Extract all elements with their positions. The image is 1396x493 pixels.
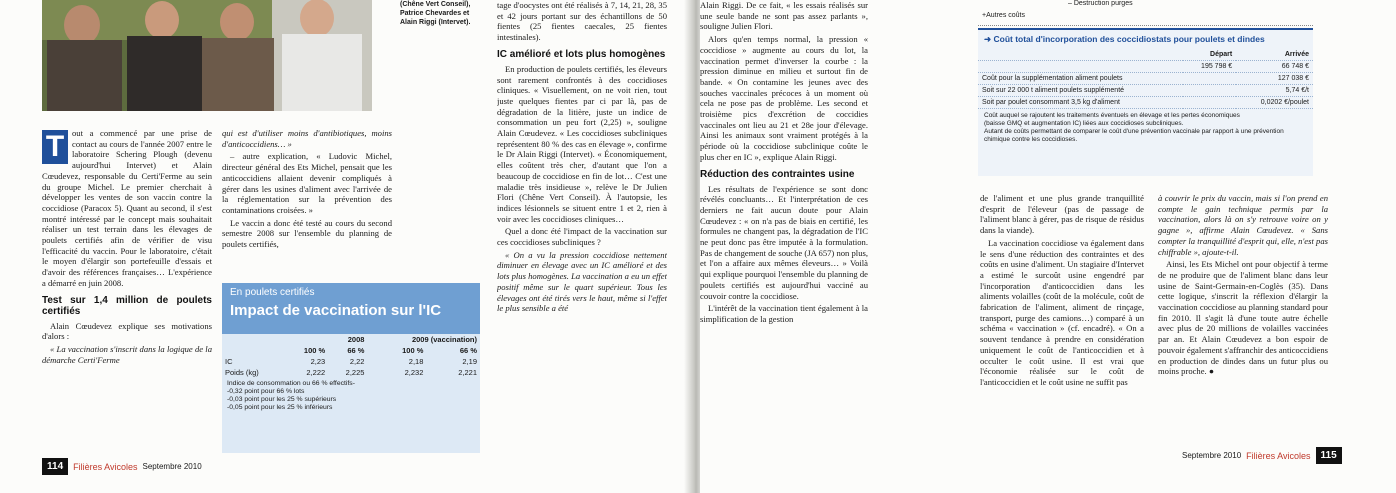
subhead-test: Test sur 1,4 million de poulets certifiés <box>42 294 212 317</box>
people-photo-illustration <box>42 0 372 111</box>
quote-antibiotics: qui est d'utiliser moins d'antibiotiques, moins d'anticoccidiens… » <box>222 128 392 149</box>
table-cell: 2,18 <box>408 357 424 366</box>
box-note: -0,03 point pour les 25 % supérieurs <box>227 396 337 403</box>
cost-first-row <box>978 61 1313 73</box>
sub-header: 100 % <box>402 346 424 355</box>
magazine-name: Filières Avicoles <box>1246 450 1311 461</box>
paragraph-explanation: – autre explication, « Ludovic Michel, directeur général des Ets Michel, pensait que les anticoccidiens allaient devenir compliqués à gérer dans les usines d'aliment avec l'arrivée de la réglementation sur la prévention des contaminations croisées. » <box>222 151 392 215</box>
ic-table <box>222 334 480 378</box>
paragraph-certified: En production de poulets certifiés, les éleveurs sont rarement confrontés à des coccidioses cliniques. « Visuellement, on ne voit rien, tout juste quelques fientes par ci par là, pas de dégradation de la litière, juste un indice de consommation un peu fort (2,25) », souligne Alain Cœudevez. « Les coccidioses subcliniques représentent 80 % des cas en élevage », confirme le Dr Alain Riggi (Intervet). « Économiquement, elles coûtent très cher, d'autant que l'on a beaucoup de coccidiose en fin de lot… C'est une maladie très insidieuse », relève le Dr Julien Flori (Chêne Vert Conseil). À l'autopsie, les indices lésionnels se situent entre 1 et 2, rien à voir avec les coccidioses cliniques… <box>497 63 667 224</box>
paragraph-impact-question: Quel a donc été l'impact de la vaccination sur ces coccidioses subcliniques ? <box>497 226 667 248</box>
page-number: 115 <box>1316 447 1342 464</box>
box-note: Indice de consommation ou 66 % effectifs- <box>227 380 355 387</box>
right-column-2 <box>980 193 1144 446</box>
box-note: -0,05 point pour les 25 % inférieurs <box>227 404 333 411</box>
box-kicker: En poulets certifiés <box>230 287 315 298</box>
cost-box <box>978 28 1313 176</box>
group-header-2008: 2008 <box>347 335 365 344</box>
box-note: -0,32 point pour 66 % lots <box>227 388 305 395</box>
cost-box-title-text: Coût total d'incorporation des coccidiostats pour poulets et dindes <box>993 34 1265 44</box>
cost-row-label: Coût pour la supplémentation aliment poulets <box>978 73 1183 85</box>
paragraph-oocysts: tage d'oocystes ont été réalisés à 7, 14, 21, 28, 35 et 42 jours portant sur des échantillons de 50 fientes (25 fientes caecales, 25 fientes intestinales). <box>497 0 667 43</box>
right-column-3 <box>1158 193 1328 446</box>
sub-header: 66 % <box>347 346 365 355</box>
table-group-header-row <box>222 334 480 345</box>
row-label: Poids (kg) <box>225 368 259 377</box>
paragraph-alain: Alain Cœudevez explique ses motivations d'alors : <box>42 320 212 342</box>
quote-pressure: « On a vu la pression coccidiose nettement diminuer en élevage avec un IC amélioré et des lots plus homogènes. La vaccination a eu un effet positif même sur le quart supérieur. Tous les élevages ont été tirés vers le haut, même si l'effet le plus sensible a été <box>497 249 667 314</box>
paragraph-feed: de l'aliment et une plus grande tranquillité d'esprit de l'éleveur (pas de passage de l'aliment blanc à gérer, pas de risque de résidus dans la viande). <box>980 193 1144 236</box>
cost-cell: 5,74 €/t <box>1236 85 1313 97</box>
sub-header: 66 % <box>459 346 477 355</box>
sub-header: 100 % <box>303 346 326 355</box>
left-page <box>0 0 690 493</box>
table-cell: 2,222 <box>306 368 326 377</box>
cost-row <box>978 97 1313 109</box>
top-box-line: +Autres coûts <box>982 12 1025 19</box>
footer-right <box>1182 447 1342 464</box>
photo-caption: (Chêne Vert Conseil), Patrice Chevardes et Alain Riggi (Intervet). <box>400 1 471 26</box>
cost-row-label: Soit par poulet consommant 3,5 kg d'aliment <box>978 97 1183 109</box>
intro-text: out a commencé par une prise de contact au cours de l'année 2007 entre le laboratoire Schering Plough (devenu aujourd'hui Intervet) et Alain Cœudevez, responsable du Certi'Ferme au sein du groupe Michel. Le premier cherchait à développer les ventes de son vaccin contre la coccidiose (Paracox 5). Quant au second, il s'est montré intéressé par le concept mais souhaitait réaliser un test terrain dans les élevages de poulets certifiés afin de vérifier de visu l'efficacité du vaccin. Pour le laboratoire, c'était le moyen d'élargir son portefeuille d'essais et d'avoir des références françaises… L'expérience a démarré en juin 2008. <box>42 128 212 288</box>
subhead-ic: IC amélioré et lots plus homogènes <box>497 48 666 60</box>
paragraph-riggi: Alain Riggi. De ce fait, « les essais réalisés sur une seule bande ne sont pas assez parlants », souligne Julien Flori. <box>700 0 868 32</box>
footer-left <box>42 458 202 475</box>
issue-date: Septembre 2010 <box>1182 451 1242 460</box>
cost-cell: 0,0202 €/poulet <box>1236 97 1313 109</box>
table-cell: 2,232 <box>404 368 424 377</box>
cost-note: Coût auquel se rajoutent les traitements éventuels en élevage et les pertes économiques <box>984 112 1240 119</box>
magazine-name: Filières Avicoles <box>73 461 138 472</box>
cost-note: (baisse GMQ et augmentation IC) liées aux coccidioses subcliniques. <box>984 120 1184 127</box>
left-column-1 <box>42 128 212 446</box>
paragraph-interest: L'intérêt de la vaccination tient également à la simplification de la gestion <box>700 303 868 324</box>
table-row <box>222 356 480 367</box>
cost-row-label: Soit sur 22 000 t aliment poulets supplémenté <box>978 85 1183 97</box>
paragraph-test-semester: Le vaccin a donc été testé au cours du second semestre 2008 sur l'ensemble du planning de poulets certifiés, <box>222 217 392 250</box>
cost-note: Autant de coûts permettant de comparer le coût d'une prévention vaccinale par rapport à une prévention chimique contre les coccidioses. <box>984 128 1284 143</box>
table-cell: 2,22 <box>349 357 365 366</box>
quote-vaccination: « La vaccination s'inscrit dans la logique de la démarche Certi'Ferme <box>42 343 212 365</box>
box-title: Impact de vaccination sur l'IC <box>230 302 442 319</box>
cost-cell: 195 798 € <box>1183 61 1236 73</box>
table-cell: 2,221 <box>458 368 477 377</box>
cost-table <box>978 49 1313 109</box>
right-page <box>700 0 1396 493</box>
issue-date: Septembre 2010 <box>142 462 202 471</box>
cost-row <box>978 85 1313 97</box>
cost-col-header: Départ <box>1183 49 1236 61</box>
quote-vaccine-price: à couvrir le prix du vaccin, mais si l'on prend en compte le gain technique permis par la vaccination, alors là on s'y retrouve voire on y gagne », affirme Alain Cœudevez. « Sans compter la tranquillité d'esprit qui, elle, n'est pas chiffrable », ajoute-t-il. <box>1158 193 1328 257</box>
intro-paragraph <box>42 128 212 289</box>
table-cell: 2,225 <box>345 368 365 377</box>
top-box-line: – Destruction purges <box>1068 0 1133 7</box>
cost-box-title: ➜ Coût total d'incorporation des coccidiostats pour poulets et dindes <box>978 28 1313 49</box>
group-header-2009: 2009 (vaccination) <box>411 335 477 344</box>
cost-notes <box>978 109 1313 147</box>
paragraph-michel-text: Ainsi, les Ets Michel ont pour objectif à terme de ne produire que de l'aliment blanc dans leur usine de Saint-Germain-en-Coglès (35). Dans cette logique, s'inscrit la réflexion d'élargir la vaccination coccidiose au planning standard pour fin 2010. Il s'agit là d'une toute autre échelle avec plus de 20 millions de volailles vaccinées par an. Et Alain Cœudevez a bon espoir de pouvoir également s'affranchir des anticoccidiens en production de dindes dans un futur plus ou moins proche. <box>1158 259 1328 377</box>
ic-impact-box <box>222 283 480 453</box>
paragraph-michel-objective <box>1158 259 1328 377</box>
table-cell: 2,19 <box>462 357 477 366</box>
table-cell: 2,23 <box>310 357 326 366</box>
cost-col-header: Arrivée <box>1236 49 1313 61</box>
group-photo <box>42 0 372 111</box>
left-column-2 <box>222 128 392 278</box>
paragraph-pressure-curve: Alors qu'en temps normal, la pression « coccidiose » augmente au cours du lot, la vaccination permet d'inverser la courbe : la pression diminue en milieu et surtout fin de bande. « On contamine les jeunes avec des souches vaccinales précoces à un moment où cela ne pose pas de problème. Les second et troisième pics d'excrétion de coccidies vaccinales ont lieu au 21 et 28e jour d'élevage. Ainsi les animaux sont vraiment protégés à la période où la coccidiose subclinique coûte le plus cher en IC », explique Alain Riggi. <box>700 34 868 162</box>
cost-cell: 66 748 € <box>1236 61 1313 73</box>
top-box <box>978 0 1313 26</box>
end-mark-icon: ● <box>1208 366 1215 377</box>
cost-header-row <box>978 49 1313 61</box>
paragraph-costs: La vaccination coccidiose va également dans le sens d'une réduction des contraintes et des coûts en usine d'aliment. Un stagiaire d'Intervet a estimé le surcoût usine engendré par l'incorporation d'anticoccidien dans les aliments volailles (coût de la molécule, coût de fabrication de l'aliment, aliment de rinçage, transport, purge des camions…) comparé à un schéma « vaccination » (cf. encadré). « On a souvent tendance à prendre en considération uniquement le coût de l'anticoccidien et à occulter le coût usine. Il est vrai que l'économie réalisée sur le coût de l'anticoccidien et le coût usine ne suffit pas <box>980 237 1144 387</box>
right-column-1 <box>700 0 868 446</box>
dropcap: T <box>42 130 68 164</box>
left-column-3 <box>497 0 667 446</box>
box-header <box>222 283 480 334</box>
page-number: 114 <box>42 458 68 475</box>
cost-row <box>978 73 1313 85</box>
subhead-reduction: Réduction des contraintes usine <box>700 168 855 180</box>
cost-cell: 127 038 € <box>1236 73 1313 85</box>
paragraph-results: Les résultats de l'expérience se sont donc révélés concluants… Et l'interprétation de ces derniers ne fait aucun doute pour Alain Cœudevez : « on n'a pas de biais en certifié, les formules ne changent pas, la dégradation de l'IC ne peut donc pas être imputée à la formulation. Pas de changement de souche (JA 657) non plus, et l'on a affaire aux mêmes éleveurs… » Voilà qui explique pourquoi l'ensemble du planning de poulets certifiés est aujourd'hui vacciné au couvoir contre la coccidiose. <box>700 183 868 301</box>
box-notes <box>222 378 480 414</box>
table-row <box>222 367 480 378</box>
table-sub-header-row <box>222 345 480 356</box>
row-label: IC <box>225 357 233 366</box>
